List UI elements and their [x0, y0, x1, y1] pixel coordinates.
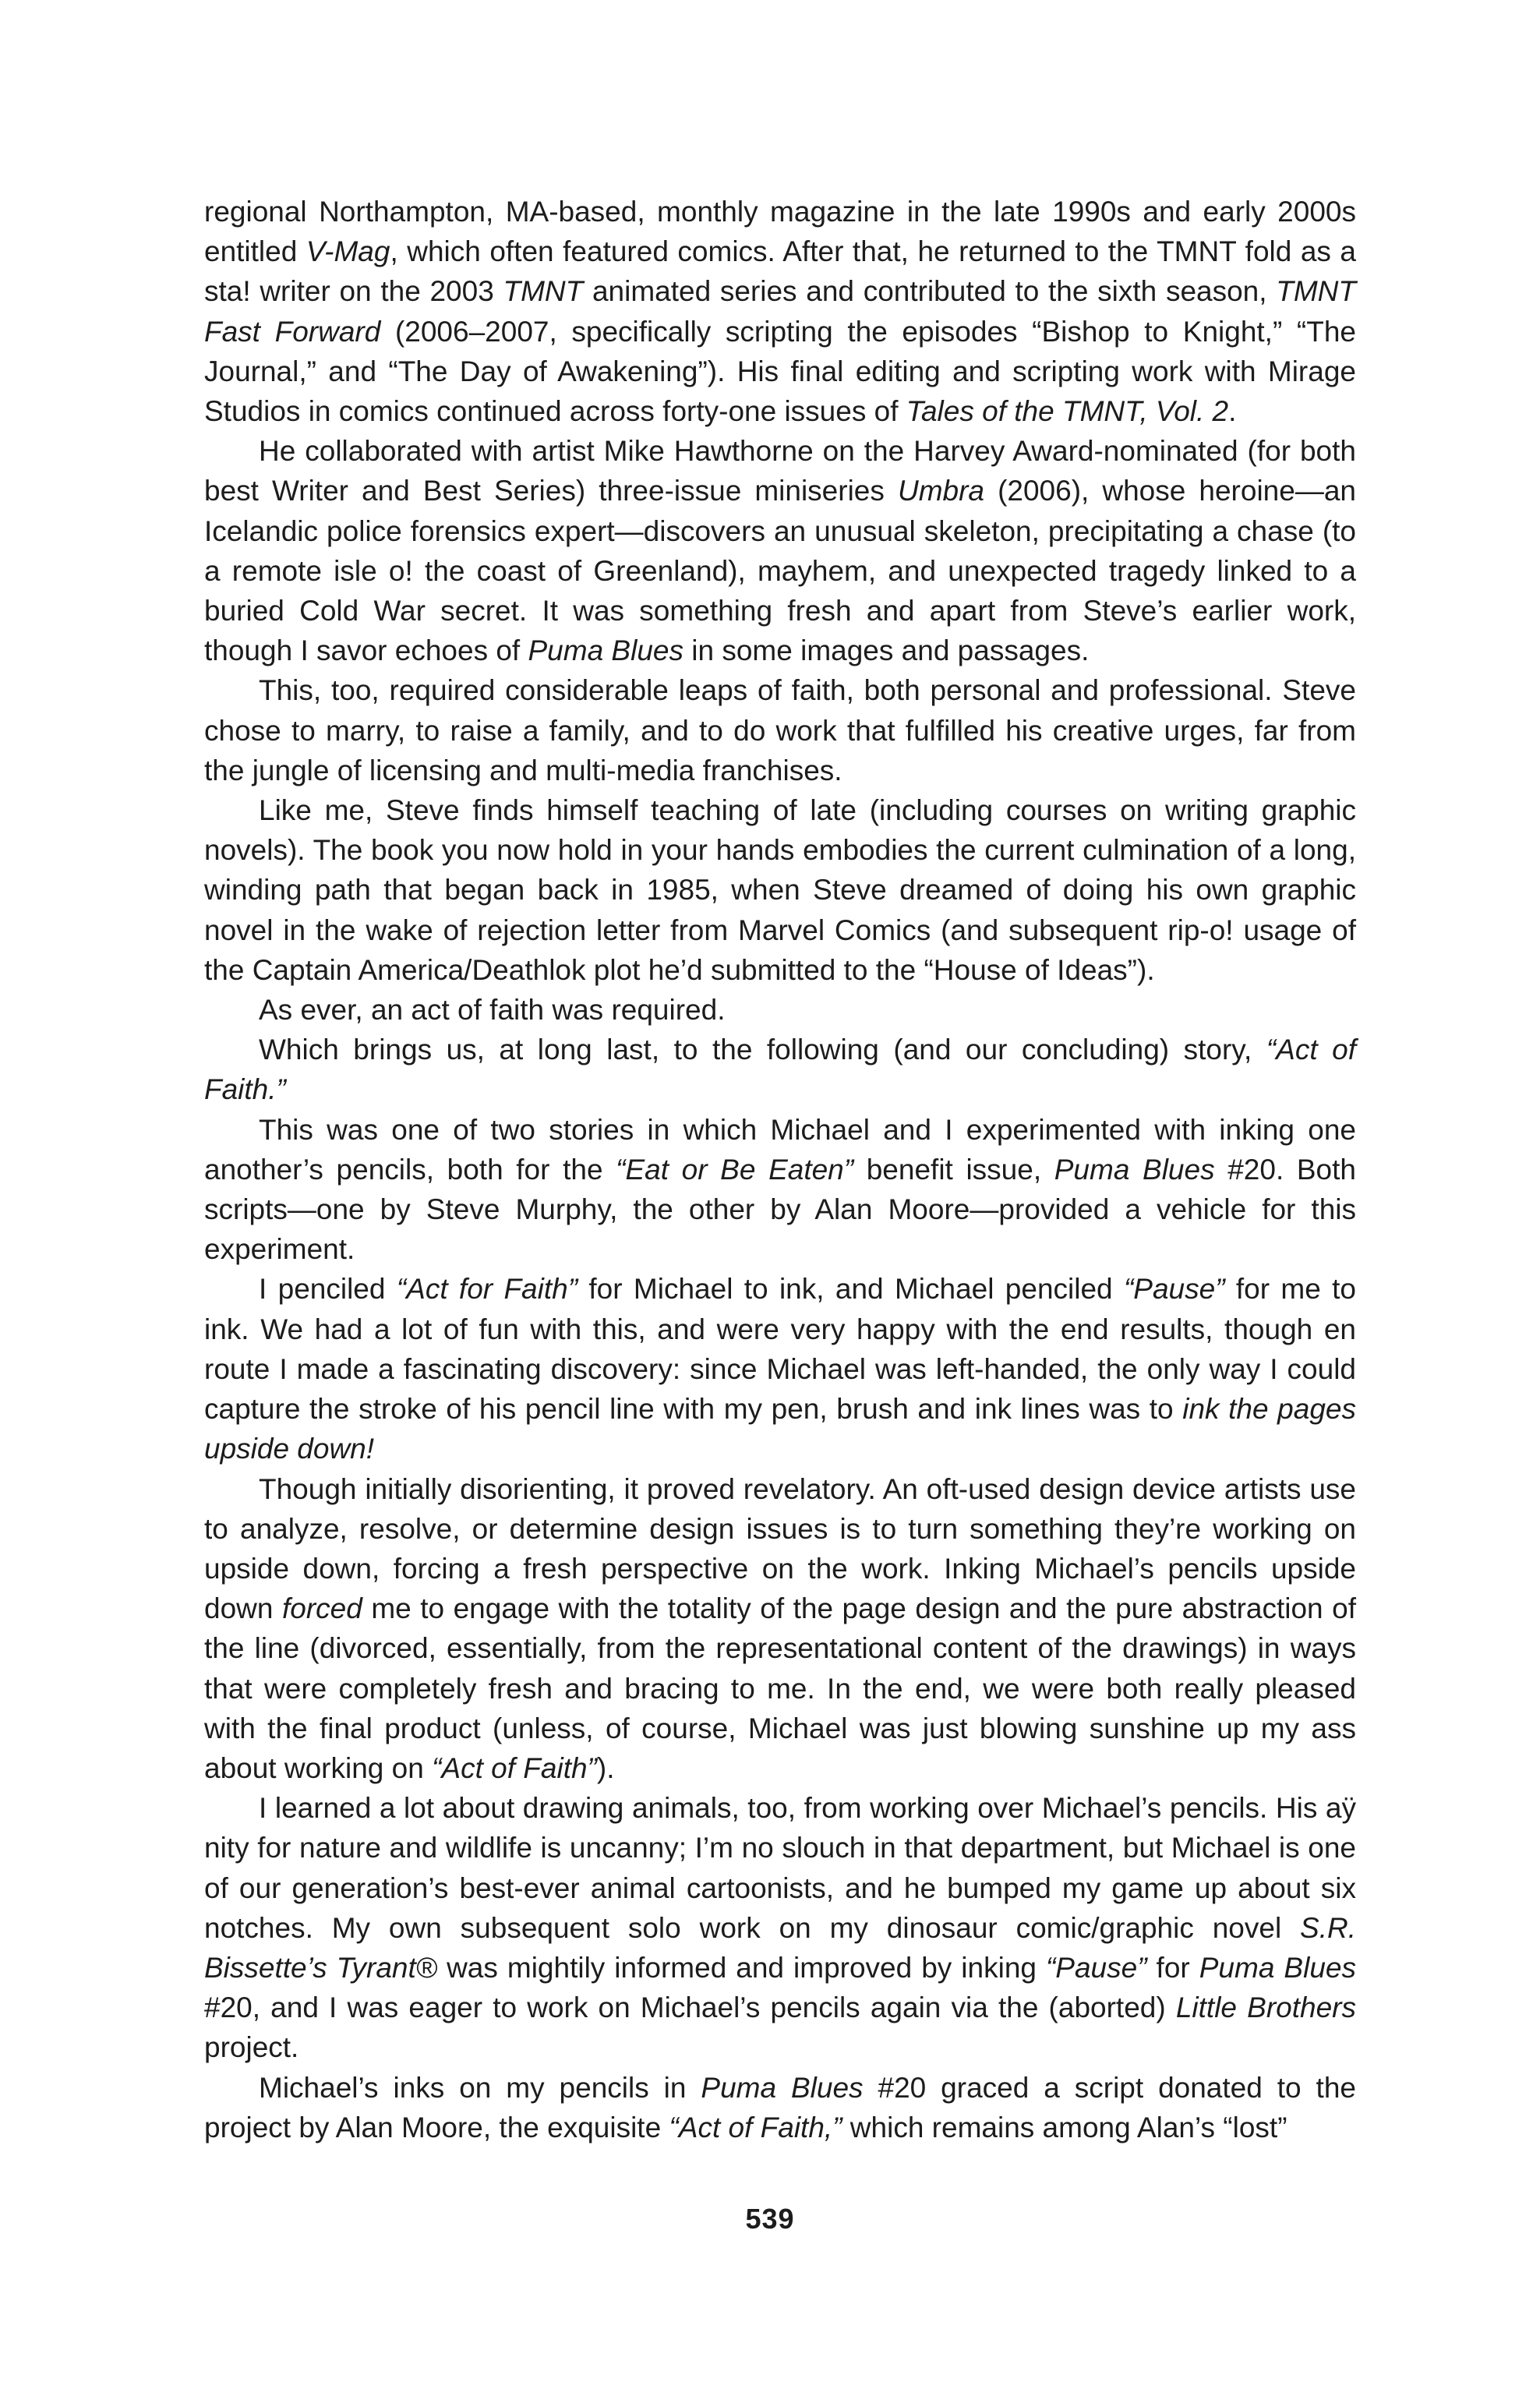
italic-run: S.R. Bissette’s Tyrant®: [204, 1911, 1356, 1984]
text-run: (2006–2007, specifically scripting the episodes “Bishop to Knight,” “The Journal,” and “The Day of Awakening”). His final editing and scripting work with Mirage Studios in comics continued across forty-one issues of: [204, 315, 1357, 428]
text-run: #20 graced a script donated to the project by Alan Moore, the exquisite: [204, 2071, 1356, 2143]
paragraph: [204, 192, 1356, 431]
text-run: I penciled: [259, 1273, 397, 1306]
italic-run: Puma Blues: [1199, 1951, 1356, 1984]
italic-run: “Pause”: [1045, 1951, 1147, 1984]
text-run: was mightily informed and improved by inking: [437, 1951, 1046, 1984]
text-run: for: [1146, 1951, 1199, 1984]
italic-run: “Act of Faith.”: [204, 1034, 1356, 1106]
paragraph: [204, 990, 1356, 1030]
paragraph: [204, 670, 1356, 790]
text-run: I learned a lot about drawing animals, too, from working over Michael’s pencils. His aÿ nity for nature and wildlife is uncanny; I’m no slouch in that department, but Michael is one of our generation’s best-ever animal cartoonists, and he bumped my game up about six notches. My own subsequent solo work on my dinosaur comic/graphic novel: [204, 1792, 1356, 1944]
text-run: Michael’s inks on my pencils in: [259, 2071, 701, 2104]
text-run: regional Northampton, MA-based, monthly magazine in the late 1990s and early 2000s entitled: [204, 196, 1356, 268]
text-run: #20, and I was eager to work on Michael’s pencils again via the (aborted): [204, 1991, 1176, 2024]
paragraph: [204, 1269, 1356, 1468]
paragraph: [204, 1030, 1356, 1109]
italic-run: “Act for Faith”: [396, 1273, 578, 1306]
italic-run: “Eat or Be Eaten”: [616, 1153, 854, 1186]
paragraph: [204, 2068, 1356, 2147]
text-run: me to engage with the totality of the page design and the pure abstraction of the line (divorced, essentially, from the representational content of the drawings) in ways that were completely fresh and bracing to me. In the end, we were both really pleased with the final product (unless, of course, Michael was just blowing sunshine up my ass about working on: [204, 1592, 1357, 1784]
paragraph: [204, 790, 1356, 990]
italic-run: V-Mag: [306, 235, 390, 268]
text-run: Like me, Steve finds himself teaching of late (including courses on writing graphic novels). The book you now hold in your hands embodies the current culmination of a long, winding path that began back in 1985, when Steve dreamed of doing his own graphic novel in the wake of rejection letter from Marvel Comics (and subsequent rip-o! usage of the Captain America/Deathlok plot he’d submitted to the “House of Ideas”).: [204, 794, 1356, 986]
text-run: Though initially disorienting, it proved revelatory. An oft-used design device artists use to analyze, resolve, or determine design issues is to turn something they’re working on upside down, forcing a fresh perspective on the work. Inking Michael’s pencils upside down: [204, 1472, 1356, 1625]
italic-run: Puma Blues: [1054, 1153, 1215, 1186]
text-run: for me to ink. We had a lot of fun with this, and were very happy with the end results, though en route I made a fascinating discovery: since Michael was left-handed, the only way I could capture the stroke of his pencil line with my pen, brush and ink lines was to: [204, 1273, 1356, 1426]
italic-run: “Act of Faith”: [432, 1751, 597, 1784]
italic-run: “Act of Faith,”: [669, 2111, 842, 2143]
body-text: [204, 192, 1356, 2147]
text-run: #20. Both scripts—one by Steve Murphy, the other by Alan Moore—provided a vehicle for this experiment.: [204, 1153, 1356, 1266]
italic-run: “Pause”: [1123, 1273, 1225, 1306]
text-run: , which often featured comics. After that, he returned to the TMNT fold as a sta! writer on the 2003: [204, 235, 1356, 308]
text-run: benefit issue,: [853, 1153, 1054, 1186]
text-run: which remains among Alan’s “lost”: [842, 2111, 1287, 2143]
text-run: ).: [596, 1751, 615, 1784]
text-run: project.: [204, 2031, 299, 2064]
italic-run: Puma Blues: [701, 2071, 864, 2104]
italic-run: Umbra: [897, 475, 984, 507]
italic-run: Tales of the TMNT, Vol. 2: [906, 395, 1229, 428]
text-run: (2006), whose heroine—an Icelandic police forensics expert—discovers an unusual skeleton, precipitating a chase (to a remote isle o! the coast of Greenland), mayhem, and unexpected tragedy linked to a buried Cold War secret. It was something fresh and apart from Steve’s earlier work, though I savor echoes of: [204, 475, 1356, 667]
italic-run: forced: [281, 1592, 362, 1625]
italic-run: ink the pages upside down!: [204, 1393, 1356, 1465]
text-run: Which brings us, at long last, to the following (and our concluding) story,: [259, 1034, 1266, 1066]
text-run: This was one of two stories in which Michael and I experimented with inking one another’s pencils, both for the: [204, 1113, 1356, 1186]
italic-run: Puma Blues: [528, 634, 683, 667]
text-run: animated series and contributed to the sixth season,: [583, 275, 1277, 308]
text-run: for Michael to ink, and Michael penciled: [578, 1273, 1124, 1306]
italic-run: TMNT: [503, 275, 584, 308]
paragraph: [204, 1788, 1356, 2067]
italic-run: TMNT Fast Forward: [204, 275, 1356, 348]
paragraph: [204, 1110, 1356, 1270]
paragraph: [204, 431, 1356, 670]
italic-run: Little Brothers: [1175, 1991, 1356, 2024]
text-run: in some images and passages.: [683, 634, 1090, 667]
text-run: This, too, required considerable leaps of faith, both personal and professional. Steve chose to marry, to raise a family, and to do work that fulfilled his creative urges, far from the jungle of licensing and multi-media franchises.: [204, 674, 1356, 786]
page-number: 539: [745, 2203, 795, 2235]
text-run: As ever, an act of faith was required.: [259, 994, 726, 1027]
paragraph: [204, 1469, 1356, 1789]
text-run: He collaborated with artist Mike Hawthorne on the Harvey Award-nominated (for both best Writer and Best Series) three-issue miniseries: [204, 435, 1356, 507]
text-run: .: [1228, 395, 1237, 428]
